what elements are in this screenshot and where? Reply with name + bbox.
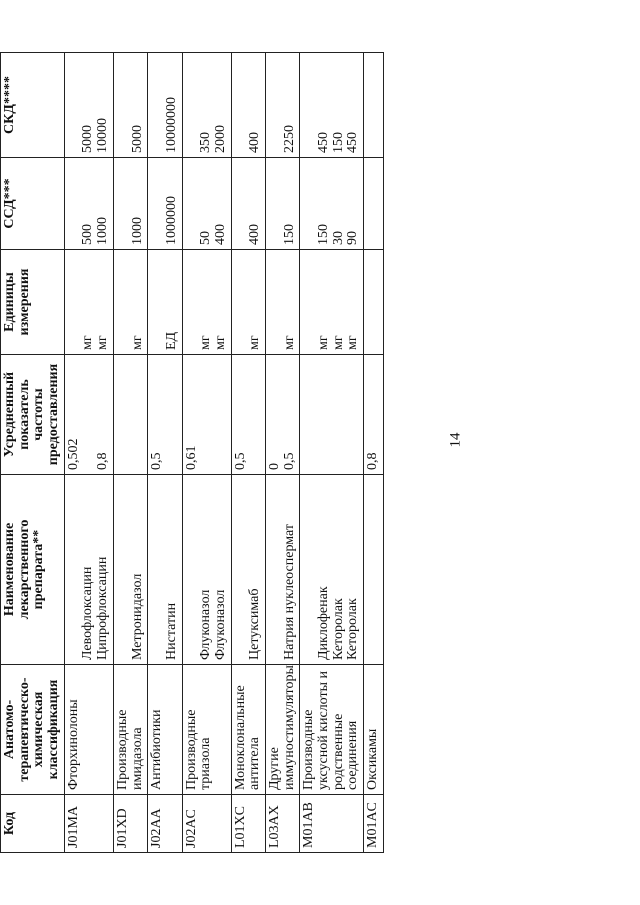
cell-code: J01XD — [113, 794, 147, 852]
drug-ssd: 1000 — [129, 216, 145, 245]
cell-atc: Фторхинолоны — [64, 664, 113, 794]
cell-code: L03AX — [266, 794, 300, 852]
drug-ssd: 1000000 — [163, 195, 179, 245]
cell-atc: Производные имидазола — [113, 664, 147, 794]
page-number: 14 — [447, 432, 464, 448]
drug-skd: 10000 — [95, 117, 111, 153]
header-ssd: ССД*** — [1, 157, 65, 249]
cell-ssd — [113, 157, 147, 249]
cell-drug — [148, 474, 182, 664]
drug-unit: мг — [330, 334, 346, 350]
drug-name: Натрия нуклеоспермат — [281, 523, 297, 660]
drug-unit: мг — [247, 334, 263, 350]
drug-table — [0, 52, 384, 853]
drug-freq — [302, 359, 317, 470]
cell-code: M01AB — [300, 794, 364, 852]
drug-freq — [81, 359, 96, 470]
cell-unit — [231, 249, 265, 354]
header-freq: Усредненный показатель частоты предоставления — [1, 354, 65, 474]
cell-skd — [182, 52, 231, 157]
cell-freq — [113, 354, 147, 474]
drug-name: Флуконазол — [212, 589, 228, 660]
table-body — [64, 52, 383, 852]
cell-ssd — [148, 157, 182, 249]
drug-ssd: 50 — [198, 230, 214, 245]
drug-ssd: 150 — [281, 223, 297, 245]
cell-drug — [64, 474, 113, 664]
rotated-table-wrapper — [0, 53, 520, 853]
drug-unit: мг — [80, 334, 96, 350]
drug-unit: мг — [316, 334, 332, 350]
cell-code: L01XC — [231, 794, 265, 852]
cell-ssd — [182, 157, 231, 249]
drug-skd: 150 — [330, 131, 346, 153]
drug-name: Флуконазол — [198, 589, 214, 660]
cell-unit — [266, 249, 300, 354]
cell-code: J02AA — [148, 794, 182, 852]
cell-skd — [300, 52, 364, 157]
drug-name: Левофлоксацин — [80, 566, 96, 660]
cell-code: J02AC — [182, 794, 231, 852]
cell-freq — [148, 354, 182, 474]
header-unit: Единицы измерения — [1, 249, 65, 354]
cell-atc: Моноклональные антитела — [231, 664, 265, 794]
drug-ssd: 1000 — [95, 216, 111, 245]
table-row — [266, 52, 300, 852]
cell-unit — [64, 249, 113, 354]
drug-skd: 450 — [316, 131, 332, 153]
cell-unit — [364, 249, 384, 354]
group-freq: 0,5 — [149, 452, 165, 470]
drug-freq — [248, 359, 263, 470]
drug-ssd: 400 — [247, 223, 263, 245]
group-freq: 0,8 — [365, 452, 381, 470]
drug-ssd: 150 — [316, 223, 332, 245]
drug-skd: 350 — [198, 131, 214, 153]
cell-skd — [148, 52, 182, 157]
drug-unit: мг — [212, 334, 228, 350]
cell-drug — [231, 474, 265, 664]
drug-name: Кеторолак — [330, 597, 346, 660]
cell-code: M01AC — [364, 794, 384, 852]
cell-skd — [231, 52, 265, 157]
cell-unit — [182, 249, 231, 354]
drug-freq: 0,5 — [281, 452, 297, 470]
group-freq: 0,502 — [65, 438, 81, 470]
cell-atc: Антибиотики — [148, 664, 182, 794]
cell-unit — [113, 249, 147, 354]
drug-freq — [332, 359, 347, 470]
cell-code: J01MA — [64, 794, 113, 852]
drug-name: Цетуксимаб — [247, 587, 263, 660]
cell-ssd — [364, 157, 384, 249]
cell-drug — [300, 474, 364, 664]
cell-freq — [64, 354, 113, 474]
header-atc: Анатомо-терапевтическо-химическая классификация — [1, 664, 65, 794]
group-freq: 0 — [267, 462, 282, 470]
cell-freq — [231, 354, 265, 474]
drug-unit: мг — [345, 334, 361, 350]
drug-ssd: 400 — [212, 223, 228, 245]
drug-freq — [317, 359, 332, 470]
cell-skd — [64, 52, 113, 157]
drug-unit: мг — [198, 334, 214, 350]
cell-ssd — [231, 157, 265, 249]
drug-name: Метронидазол — [129, 573, 145, 660]
header-code: Код — [1, 794, 65, 852]
drug-freq — [165, 359, 180, 470]
drug-skd: 400 — [247, 131, 263, 153]
drug-unit: ЕД — [163, 331, 179, 350]
drug-freq — [116, 359, 131, 470]
drug-name: Ципрофлоксацин — [95, 556, 111, 660]
group-freq: 0,5 — [232, 452, 248, 470]
drug-unit: мг — [281, 334, 297, 350]
drug-freq: 0,8 — [95, 452, 111, 470]
drug-unit: мг — [95, 334, 111, 350]
cell-drug — [364, 474, 384, 664]
cell-atc: Производные триазола — [182, 664, 231, 794]
header-skd: СКД**** — [1, 52, 65, 157]
table-row — [300, 52, 364, 852]
table-row — [113, 52, 147, 852]
cell-ssd — [300, 157, 364, 249]
group-freq: 0,61 — [183, 445, 199, 470]
drug-name: Нистатин — [163, 602, 179, 660]
cell-freq — [182, 354, 231, 474]
cell-ssd — [266, 157, 300, 249]
drug-name: Кеторолак — [345, 597, 361, 660]
drug-skd: 2250 — [281, 124, 297, 153]
drug-skd: 450 — [345, 131, 361, 153]
drug-ssd: 90 — [345, 230, 361, 245]
cell-atc: Производные уксусной кислоты и родственные соединения — [300, 664, 364, 794]
drug-ssd: 500 — [80, 223, 96, 245]
table-row — [148, 52, 182, 852]
cell-atc: Другие иммуностимуляторы — [266, 664, 300, 794]
cell-skd — [113, 52, 147, 157]
cell-skd — [266, 52, 300, 157]
drug-unit: мг — [129, 334, 145, 350]
cell-drug — [113, 474, 147, 664]
cell-freq — [300, 354, 364, 474]
drug-skd: 10000000 — [163, 96, 179, 153]
drug-skd: 2000 — [212, 124, 228, 153]
table-row — [64, 52, 113, 852]
drug-ssd: 30 — [330, 230, 346, 245]
drug-freq — [199, 359, 214, 470]
cell-atc: Оксикамы — [364, 664, 384, 794]
cell-unit — [148, 249, 182, 354]
header-drug: Наименование лекарственного препарата** — [1, 474, 65, 664]
cell-drug — [266, 474, 300, 664]
table-row — [231, 52, 265, 852]
drug-freq — [214, 359, 229, 470]
drug-name: Диклофенак — [316, 585, 332, 660]
cell-freq — [364, 354, 384, 474]
table-header-row — [1, 52, 65, 852]
cell-drug — [182, 474, 231, 664]
drug-skd: 5000 — [129, 124, 145, 153]
cell-skd — [364, 52, 384, 157]
cell-freq — [266, 354, 300, 474]
cell-ssd — [64, 157, 113, 249]
table-row — [182, 52, 231, 852]
cell-unit — [300, 249, 364, 354]
table-row — [364, 52, 384, 852]
drug-skd: 5000 — [80, 124, 96, 153]
